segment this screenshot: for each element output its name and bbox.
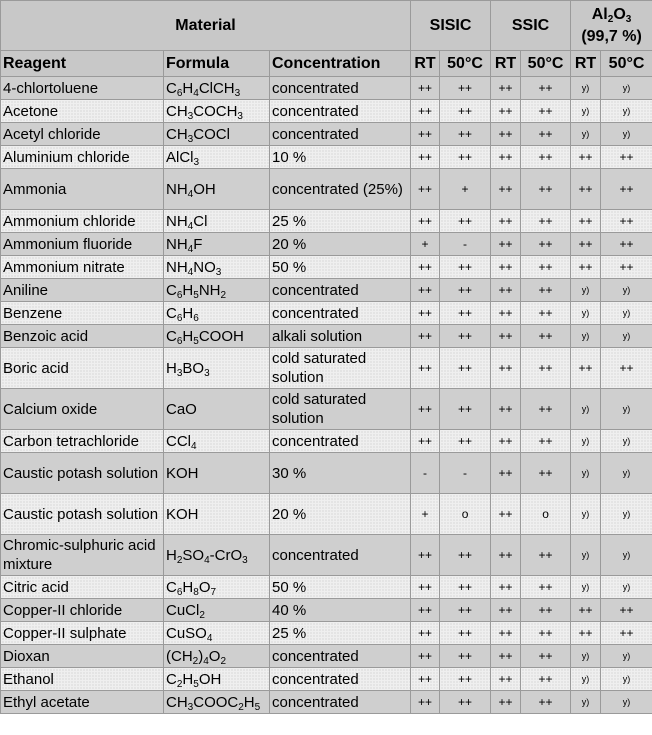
table-row <box>1 146 652 169</box>
ssic-50c-rating: ++ <box>521 389 571 430</box>
table-row <box>1 169 652 210</box>
ssic-50c-rating: ++ <box>521 535 571 576</box>
concentration-cell: concentrated <box>270 77 411 100</box>
table-row <box>1 535 652 576</box>
al2o3-rt-rating: ++ <box>571 169 601 210</box>
concentration-cell: 20 % <box>270 494 411 535</box>
al2o3-50c-rating: y) <box>601 645 652 668</box>
formula-cell: CCl$_4$ <box>164 430 270 453</box>
al2o3-rt-rating: ++ <box>571 146 601 169</box>
formula-cell: $CH_3COOC_2H_5$ <box>164 691 270 714</box>
sisic-rt-rating: ++ <box>411 622 440 645</box>
ssic-rt-rating: ++ <box>491 645 521 668</box>
table-row <box>1 77 652 100</box>
al2o3-rt-rating: y) <box>571 302 601 325</box>
reagent-cell: Dioxan <box>1 645 164 668</box>
sisic-rt-rating: + <box>411 494 440 535</box>
table-row <box>1 325 652 348</box>
ssic-rt-rating: ++ <box>491 494 521 535</box>
table-row <box>1 302 652 325</box>
concentration-cell: 25 % <box>270 210 411 233</box>
ssic-50c-rating: o <box>521 494 571 535</box>
reagent-cell: Caustic potash solution <box>1 453 164 494</box>
al2o3-50c-rating: ++ <box>601 210 652 233</box>
ssic-rt-header: RT <box>491 51 521 77</box>
al2o3-rt-rating: y) <box>571 691 601 714</box>
concentration-cell: 10 % <box>270 146 411 169</box>
reagent-cell: Benzoic acid <box>1 325 164 348</box>
al2o3-rt-rating: ++ <box>571 348 601 389</box>
al2o3-50c-rating: ++ <box>601 599 652 622</box>
formula-cell: KOH <box>164 453 270 494</box>
formula-cell: $NH_4NO_3$ <box>164 256 270 279</box>
table-row <box>1 430 652 453</box>
concentration-cell: 20 % <box>270 233 411 256</box>
sisic-50c-rating: ++ <box>440 100 491 123</box>
al2o3-rt-header: RT <box>571 51 601 77</box>
material-header: Material <box>1 1 411 51</box>
reagent-column-header: Reagent <box>1 51 164 77</box>
concentration-cell: concentrated <box>270 668 411 691</box>
table-row <box>1 599 652 622</box>
al2o3-rt-rating: y) <box>571 494 601 535</box>
concentration-cell: concentrated <box>270 430 411 453</box>
ssic-rt-rating: ++ <box>491 146 521 169</box>
sisic-50c-rating: - <box>440 233 491 256</box>
al2o3-rt-rating: y) <box>571 535 601 576</box>
al2o3-rt-rating: ++ <box>571 599 601 622</box>
reagent-cell: Citric acid <box>1 576 164 599</box>
formula-cell: $C_2H_5OH$ <box>164 668 270 691</box>
ssic-rt-rating: ++ <box>491 77 521 100</box>
reagent-cell: Acetyl chloride <box>1 123 164 146</box>
ssic-50c-rating: ++ <box>521 599 571 622</box>
al2o3-rt-rating: y) <box>571 576 601 599</box>
table-row <box>1 668 652 691</box>
sisic-50c-header: 50°C <box>440 51 491 77</box>
concentration-cell: alkali solution <box>270 325 411 348</box>
reagent-cell: Copper-II sulphate <box>1 622 164 645</box>
al2o3-rt-rating: y) <box>571 453 601 494</box>
sisic-rt-rating: ++ <box>411 430 440 453</box>
sisic-rt-rating: ++ <box>411 576 440 599</box>
al2o3-purity: (99,7 %) <box>581 27 642 45</box>
sisic-rt-rating: ++ <box>411 535 440 576</box>
concentration-column-header: Concentration <box>270 51 411 77</box>
sisic-50c-rating: + <box>440 169 491 210</box>
al2o3-50c-rating: y) <box>601 494 652 535</box>
al2o3-rt-rating: y) <box>571 645 601 668</box>
formula-cell: CaO <box>164 389 270 430</box>
ssic-50c-rating: ++ <box>521 77 571 100</box>
concentration-cell: 40 % <box>270 599 411 622</box>
sisic-50c-rating: ++ <box>440 325 491 348</box>
reagent-cell: Aniline <box>1 279 164 302</box>
al2o3-rt-rating: ++ <box>571 210 601 233</box>
sisic-rt-rating: ++ <box>411 210 440 233</box>
ssic-rt-rating: ++ <box>491 256 521 279</box>
ssic-rt-rating: ++ <box>491 302 521 325</box>
sisic-50c-rating: ++ <box>440 123 491 146</box>
table-row <box>1 691 652 714</box>
concentration-cell: concentrated <box>270 535 411 576</box>
ssic-50c-rating: ++ <box>521 668 571 691</box>
reagent-cell: Ethanol <box>1 668 164 691</box>
ssic-rt-rating: ++ <box>491 279 521 302</box>
concentration-cell: 25 % <box>270 622 411 645</box>
sisic-rt-rating: ++ <box>411 668 440 691</box>
reagent-cell: Copper-II chloride <box>1 599 164 622</box>
ssic-rt-rating: ++ <box>491 233 521 256</box>
al2o3-50c-rating: y) <box>601 123 652 146</box>
sisic-rt-rating: ++ <box>411 123 440 146</box>
ssic-50c-header: 50°C <box>521 51 571 77</box>
ssic-50c-rating: ++ <box>521 146 571 169</box>
al2o3-50c-rating: y) <box>601 77 652 100</box>
reagent-cell: Calcium oxide <box>1 389 164 430</box>
al2o3-50c-rating: y) <box>601 279 652 302</box>
formula-cell: $NH_4Cl$ <box>164 210 270 233</box>
sisic-50c-rating: - <box>440 453 491 494</box>
table-body <box>1 77 652 714</box>
table-row <box>1 622 652 645</box>
reagent-cell: Boric acid <box>1 348 164 389</box>
ssic-rt-rating: ++ <box>491 622 521 645</box>
ssic-rt-rating: ++ <box>491 691 521 714</box>
ssic-50c-rating: ++ <box>521 169 571 210</box>
sisic-rt-header: RT <box>411 51 440 77</box>
table-row <box>1 453 652 494</box>
sisic-50c-rating: ++ <box>440 302 491 325</box>
formula-cell: $(CH_2)_4O_2$ <box>164 645 270 668</box>
ssic-50c-rating: ++ <box>521 576 571 599</box>
al2o3-50c-rating: y) <box>601 100 652 123</box>
concentration-cell: 50 % <box>270 256 411 279</box>
sisic-rt-rating: ++ <box>411 77 440 100</box>
reagent-cell: Ethyl acetate <box>1 691 164 714</box>
formula-cell: KOH <box>164 494 270 535</box>
formula-cell: CuCl$_2$ <box>164 599 270 622</box>
al2o3-header: $Al_2O_3$ (99,7 %) <box>571 1 652 51</box>
al2o3-50c-rating: ++ <box>601 622 652 645</box>
reagent-cell: Ammonium chloride <box>1 210 164 233</box>
reagent-cell: Benzene <box>1 302 164 325</box>
al2o3-50c-rating: ++ <box>601 233 652 256</box>
sisic-rt-rating: ++ <box>411 325 440 348</box>
al2o3-rt-rating: y) <box>571 389 601 430</box>
formula-cell: $H_3BO_3$ <box>164 348 270 389</box>
ssic-50c-rating: ++ <box>521 348 571 389</box>
ssic-rt-rating: ++ <box>491 123 521 146</box>
reagent-cell: Carbon tetrachloride <box>1 430 164 453</box>
table-row <box>1 256 652 279</box>
ssic-50c-rating: ++ <box>521 302 571 325</box>
ssic-rt-rating: ++ <box>491 389 521 430</box>
formula-cell: $C_6H_5COOH$ <box>164 325 270 348</box>
al2o3-rt-rating: ++ <box>571 256 601 279</box>
reagent-cell: Aluminium chloride <box>1 146 164 169</box>
sisic-50c-rating: ++ <box>440 210 491 233</box>
al2o3-50c-rating: y) <box>601 302 652 325</box>
formula-cell: $NH_4F$ <box>164 233 270 256</box>
formula-column-header: Formula <box>164 51 270 77</box>
ssic-50c-rating: ++ <box>521 279 571 302</box>
ssic-header: SSIC <box>491 1 571 51</box>
formula-cell: $C_6H_5NH_2$ <box>164 279 270 302</box>
al2o3-rt-rating: y) <box>571 325 601 348</box>
al2o3-rt-rating: ++ <box>571 233 601 256</box>
reagent-cell: Ammonium nitrate <box>1 256 164 279</box>
al2o3-50c-header: 50°C <box>601 51 652 77</box>
sisic-50c-rating: ++ <box>440 622 491 645</box>
al2o3-50c-rating: ++ <box>601 169 652 210</box>
ssic-50c-rating: ++ <box>521 210 571 233</box>
ssic-rt-rating: ++ <box>491 210 521 233</box>
table-row <box>1 233 652 256</box>
concentration-cell: concentrated <box>270 302 411 325</box>
sisic-50c-rating: ++ <box>440 389 491 430</box>
al2o3-rt-rating: ++ <box>571 622 601 645</box>
sisic-50c-rating: ++ <box>440 535 491 576</box>
reagent-cell: 4-chlortoluene <box>1 77 164 100</box>
al2o3-50c-rating: y) <box>601 325 652 348</box>
sisic-rt-rating: ++ <box>411 256 440 279</box>
al2o3-rt-rating: y) <box>571 77 601 100</box>
formula-cell: $C_6H_4ClCH_3$ <box>164 77 270 100</box>
sisic-50c-rating: ++ <box>440 348 491 389</box>
al2o3-rt-rating: y) <box>571 279 601 302</box>
sisic-rt-rating: ++ <box>411 389 440 430</box>
al2o3-rt-rating: y) <box>571 100 601 123</box>
table-row <box>1 100 652 123</box>
sisic-50c-rating: ++ <box>440 645 491 668</box>
reagent-cell: Chromic-sulphuric acid mixture <box>1 535 164 576</box>
concentration-cell: concentrated <box>270 645 411 668</box>
sisic-50c-rating: ++ <box>440 691 491 714</box>
al2o3-rt-rating: y) <box>571 430 601 453</box>
sisic-rt-rating: ++ <box>411 599 440 622</box>
table-row <box>1 210 652 233</box>
table-row <box>1 576 652 599</box>
table-row <box>1 123 652 146</box>
sisic-rt-rating: + <box>411 233 440 256</box>
sisic-rt-rating: ++ <box>411 100 440 123</box>
al2o3-50c-rating: y) <box>601 453 652 494</box>
ssic-50c-rating: ++ <box>521 233 571 256</box>
sisic-50c-rating: ++ <box>440 256 491 279</box>
formula-cell: $C_6H_8O_7$ <box>164 576 270 599</box>
ssic-50c-rating: ++ <box>521 622 571 645</box>
al2o3-50c-rating: ++ <box>601 146 652 169</box>
al2o3-50c-rating: ++ <box>601 256 652 279</box>
formula-cell: CuSO$_4$ <box>164 622 270 645</box>
concentration-cell: concentrated (25%) <box>270 169 411 210</box>
sisic-rt-rating: ++ <box>411 302 440 325</box>
formula-cell: $CH_3COCH_3$ <box>164 100 270 123</box>
ssic-50c-rating: ++ <box>521 453 571 494</box>
reagent-cell: Caustic potash solution <box>1 494 164 535</box>
ssic-50c-rating: ++ <box>521 430 571 453</box>
ssic-50c-rating: ++ <box>521 645 571 668</box>
concentration-cell: 30 % <box>270 453 411 494</box>
sisic-rt-rating: ++ <box>411 645 440 668</box>
ssic-rt-rating: ++ <box>491 599 521 622</box>
concentration-cell: concentrated <box>270 100 411 123</box>
sisic-50c-rating: ++ <box>440 576 491 599</box>
sisic-rt-rating: ++ <box>411 146 440 169</box>
al2o3-50c-rating: y) <box>601 576 652 599</box>
al2o3-50c-rating: y) <box>601 535 652 576</box>
sisic-rt-rating: ++ <box>411 169 440 210</box>
al2o3-50c-rating: y) <box>601 691 652 714</box>
table-row <box>1 389 652 430</box>
sisic-rt-rating: ++ <box>411 348 440 389</box>
formula-cell: $NH_4OH$ <box>164 169 270 210</box>
ssic-rt-rating: ++ <box>491 668 521 691</box>
al2o3-50c-rating: y) <box>601 668 652 691</box>
formula-cell: $H_2SO_4-CrO_3$ <box>164 535 270 576</box>
ssic-50c-rating: ++ <box>521 691 571 714</box>
table-row <box>1 348 652 389</box>
ssic-rt-rating: ++ <box>491 576 521 599</box>
sisic-50c-rating: ++ <box>440 279 491 302</box>
reagent-cell: Ammonium fluoride <box>1 233 164 256</box>
sisic-50c-rating: ++ <box>440 77 491 100</box>
concentration-cell: concentrated <box>270 279 411 302</box>
reagent-cell: Ammonia <box>1 169 164 210</box>
sisic-rt-rating: ++ <box>411 691 440 714</box>
sisic-50c-rating: ++ <box>440 668 491 691</box>
ssic-rt-rating: ++ <box>491 348 521 389</box>
ssic-rt-rating: ++ <box>491 100 521 123</box>
table-row <box>1 645 652 668</box>
al2o3-rt-rating: y) <box>571 668 601 691</box>
al2o3-50c-rating: y) <box>601 430 652 453</box>
table-row <box>1 494 652 535</box>
sisic-50c-rating: ++ <box>440 146 491 169</box>
ssic-rt-rating: ++ <box>491 430 521 453</box>
concentration-cell: concentrated <box>270 691 411 714</box>
formula-cell: $C_6H_6$ <box>164 302 270 325</box>
formula-cell: AlCl$_3$ <box>164 146 270 169</box>
concentration-cell: cold saturated solution <box>270 348 411 389</box>
sisic-50c-rating: ++ <box>440 599 491 622</box>
sisic-50c-rating: ++ <box>440 430 491 453</box>
concentration-cell: cold saturated solution <box>270 389 411 430</box>
sisic-rt-rating: - <box>411 453 440 494</box>
ssic-50c-rating: ++ <box>521 325 571 348</box>
ssic-50c-rating: ++ <box>521 123 571 146</box>
ssic-50c-rating: ++ <box>521 100 571 123</box>
ssic-50c-rating: ++ <box>521 256 571 279</box>
sisic-header: SISIC <box>411 1 491 51</box>
al2o3-50c-rating: y) <box>601 389 652 430</box>
ssic-rt-rating: ++ <box>491 535 521 576</box>
sisic-rt-rating: ++ <box>411 279 440 302</box>
ssic-rt-rating: ++ <box>491 169 521 210</box>
reagent-cell: Acetone <box>1 100 164 123</box>
al2o3-50c-rating: ++ <box>601 348 652 389</box>
ssic-rt-rating: ++ <box>491 453 521 494</box>
table-row <box>1 279 652 302</box>
concentration-cell: concentrated <box>270 123 411 146</box>
al2o3-rt-rating: y) <box>571 123 601 146</box>
ssic-rt-rating: ++ <box>491 325 521 348</box>
sisic-50c-rating: o <box>440 494 491 535</box>
concentration-cell: 50 % <box>270 576 411 599</box>
formula-cell: $CH_3COCl$ <box>164 123 270 146</box>
